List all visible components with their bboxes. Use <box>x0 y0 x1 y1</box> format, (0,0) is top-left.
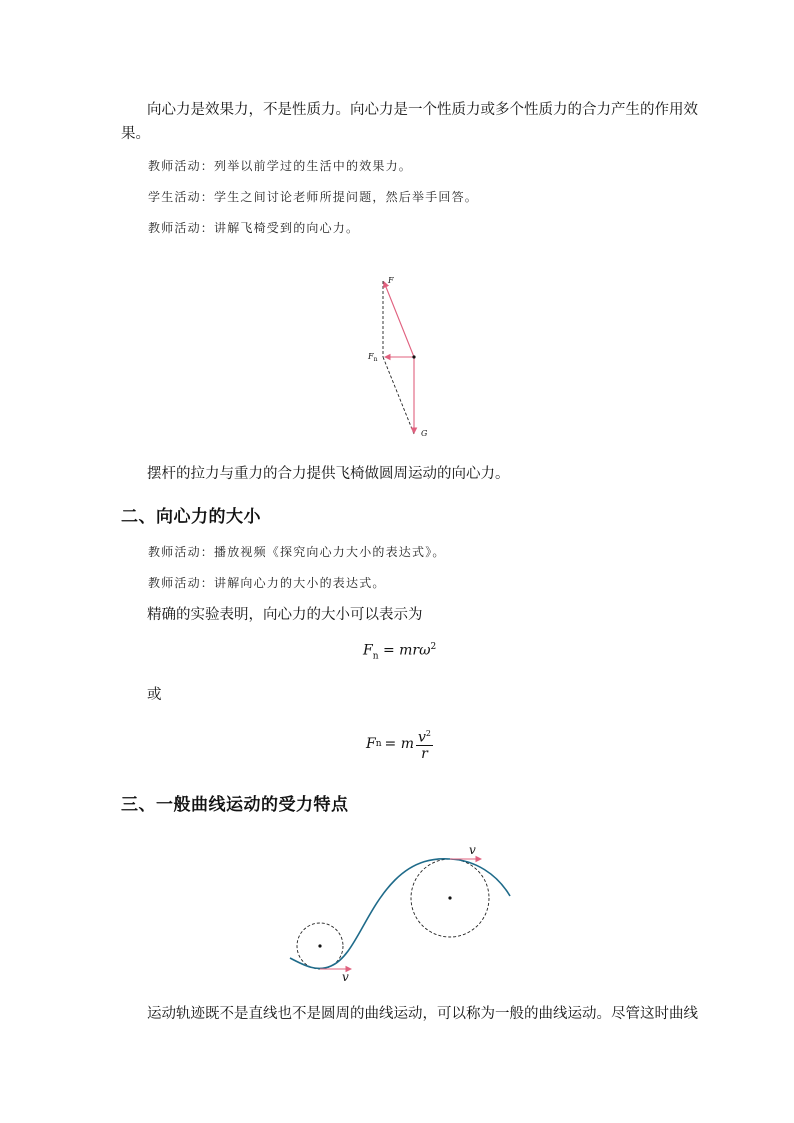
formula-mr-omega-squared <box>363 642 436 661</box>
teacher-activity-4: 教师活动：讲解向心力的大小的表达式。 <box>148 576 386 590</box>
force-caption: 摆杆的拉力与重力的合力提供飞椅做圆周运动的向心力。 <box>147 466 510 482</box>
formula2-numerator <box>416 726 433 747</box>
label-v-bottom: v <box>342 970 349 984</box>
curve-diagram <box>285 840 520 985</box>
formula-mv-squared-over-r <box>366 724 433 764</box>
teacher-activity-2: 教师活动：讲解飞椅受到的向心力。 <box>148 221 360 235</box>
formula2-sub: n <box>375 739 382 749</box>
formula1-exp: 2 <box>430 642 437 652</box>
formula1-sub: n <box>372 651 379 662</box>
or-text: 或 <box>147 687 162 703</box>
formula2-lhs: F <box>366 736 376 752</box>
formula1-rhs: = mrω <box>382 642 431 659</box>
formula2-fraction <box>416 726 433 763</box>
label-Fn: $F_n$ <box>368 352 378 363</box>
student-activity: 学生活动：学生之间讨论老师所提问题，然后举手回答。 <box>148 190 479 204</box>
last-line: 运动轨迹既不是直线也不是圆周的曲线运动，可以称为一般的曲线运动。尽管这时曲线 <box>147 1006 698 1022</box>
label-G: G <box>421 429 428 438</box>
small-circle-center <box>318 944 321 947</box>
experiment-text: 精确的实验表明，向心力的大小可以表示为 <box>147 607 423 623</box>
label-F: F <box>388 276 394 285</box>
trajectory-curve <box>290 859 510 969</box>
teacher-activity-3: 教师活动：播放视频《探究向心力大小的表达式》。 <box>148 545 446 559</box>
section-heading-3: 三、一般曲线运动的受力特点 <box>121 795 349 815</box>
formula2-num: v <box>417 729 426 746</box>
section-heading-2: 二、向心力的大小 <box>121 507 261 527</box>
formula2-num-exp: 2 <box>425 728 431 738</box>
formula2-eq: = m <box>384 736 414 752</box>
intro-line-2: 果。 <box>121 126 150 142</box>
dashed-diagonal-line <box>383 357 414 434</box>
teacher-activity-1: 教师活动：列举以前学过的生活中的效果力。 <box>148 159 413 173</box>
force-diagram <box>355 268 445 443</box>
mass-point <box>412 355 415 358</box>
formula1-lhs: F <box>363 642 373 659</box>
large-circle-center <box>448 896 451 899</box>
formula2-denominator: r <box>421 746 428 763</box>
label-v-top: v <box>469 843 476 857</box>
intro-line-1: 向心力是效果力，不是性质力。向心力是一个性质力或多个性质力的合力产生的作用效 <box>147 102 698 118</box>
tension-arrow <box>384 282 414 357</box>
